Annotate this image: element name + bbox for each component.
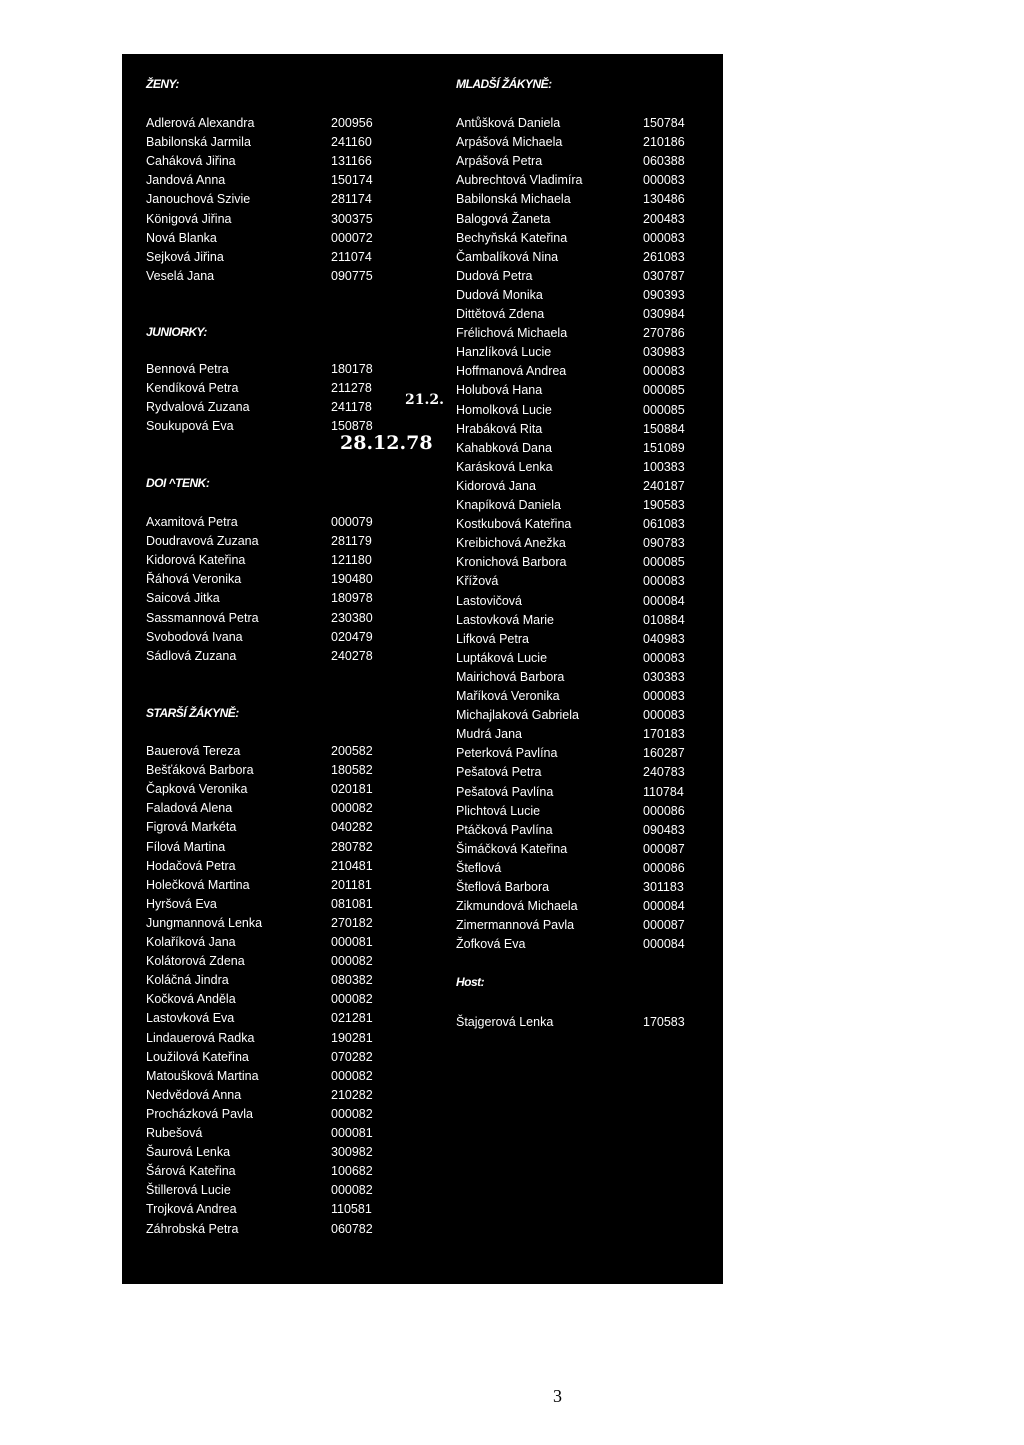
member-code: 240783 <box>643 765 685 780</box>
member-name: Fílová Martina <box>146 839 226 854</box>
table-row <box>146 400 414 419</box>
table-row <box>456 937 712 956</box>
member-code: 300982 <box>331 1145 373 1160</box>
member-name: Koláčná Jindra <box>146 973 229 988</box>
table-row <box>456 823 712 842</box>
member-name: Hodačová Petra <box>146 858 236 873</box>
member-name: Šteflová Barbora <box>456 880 550 894</box>
member-name: Ptáčková Pavlína <box>456 822 553 837</box>
member-code: 211074 <box>331 249 372 264</box>
member-code: 210282 <box>331 1087 373 1102</box>
member-code: 021281 <box>331 1011 373 1026</box>
heading-zeny: ŽENY: <box>146 77 179 91</box>
member-code: 081081 <box>331 896 373 911</box>
member-code: 000083 <box>643 230 685 245</box>
table-row <box>456 422 712 441</box>
table-row <box>146 116 414 135</box>
roster-sheet <box>122 54 723 1284</box>
table-row <box>456 383 712 402</box>
table-row <box>146 1145 414 1164</box>
table-row <box>456 517 712 536</box>
member-name: Balogová Žaneta <box>456 211 551 226</box>
member-name: Arpášová Petra <box>456 154 543 169</box>
table-row <box>456 135 712 154</box>
member-code: 030787 <box>643 268 685 283</box>
member-name: Zimermannová Pavla <box>456 918 575 933</box>
member-code: 000083 <box>643 708 685 723</box>
member-code: 060782 <box>331 1221 373 1236</box>
member-name: Homolková Lucie <box>456 402 552 417</box>
table-row <box>146 1222 414 1241</box>
member-code: 180978 <box>331 591 373 606</box>
member-name: Holečková Martina <box>146 877 250 892</box>
member-code: 301183 <box>643 880 684 894</box>
member-name: Hyršová Eva <box>146 896 217 911</box>
table-row <box>146 1164 414 1183</box>
member-code: 000084 <box>643 593 685 608</box>
table-row <box>456 326 712 345</box>
member-name: Pešatová Pavlína <box>456 784 554 799</box>
member-code: 241160 <box>331 135 372 150</box>
member-code: 180582 <box>331 763 373 778</box>
member-code: 000087 <box>643 841 685 856</box>
table-row <box>456 708 712 727</box>
member-name: Kidorová Jana <box>456 478 536 493</box>
member-name: Lifková Petra <box>456 631 529 646</box>
member-name: Aubrechtová Vladimíra <box>456 173 583 188</box>
member-code: 000085 <box>643 383 685 398</box>
member-code: 040282 <box>331 820 373 835</box>
member-code: 230380 <box>331 610 373 625</box>
table-row <box>146 173 414 192</box>
member-name: Kolátorová Zdena <box>146 954 245 969</box>
member-code: 121180 <box>331 553 372 568</box>
member-code: 000083 <box>643 650 685 665</box>
member-code: 240187 <box>643 478 685 493</box>
member-code: 110784 <box>643 784 684 799</box>
member-code: 090783 <box>643 536 685 551</box>
table-row <box>456 746 712 765</box>
table-row <box>456 1015 712 1034</box>
member-code: 000086 <box>643 860 685 875</box>
member-name: Čambalíková Nina <box>456 249 559 264</box>
member-name: Axamitová Petra <box>146 515 238 529</box>
member-name: Saicová Jitka <box>146 591 220 606</box>
table-row <box>146 820 414 839</box>
table-row <box>146 1202 414 1221</box>
table-row <box>146 362 414 381</box>
table-row <box>456 880 712 899</box>
table-row <box>456 594 712 613</box>
member-code: 000082 <box>331 1183 373 1198</box>
member-code: 210186 <box>643 135 685 150</box>
member-name: Nová Blanka <box>146 230 217 245</box>
member-name: Šárová Kateřina <box>146 1164 236 1179</box>
page-number: 3 <box>553 1386 562 1406</box>
member-code: 000072 <box>331 230 373 245</box>
table-row <box>456 785 712 804</box>
table-row <box>146 878 414 897</box>
member-name: Kolaříková Jana <box>146 935 236 949</box>
handwritten-note-1: 21.2. <box>405 392 444 408</box>
table-row <box>146 231 414 250</box>
table-row <box>456 555 712 574</box>
member-name: Lastovičová <box>456 593 523 608</box>
table-row <box>456 861 712 880</box>
table-row <box>146 992 414 1011</box>
table-row <box>146 763 414 782</box>
member-code: 000084 <box>643 899 685 914</box>
table-row <box>456 192 712 211</box>
table-row <box>456 116 712 135</box>
member-code: 200483 <box>643 211 685 226</box>
member-name: Lastovková Marie <box>456 612 554 627</box>
member-code: 020479 <box>331 629 373 644</box>
table-row <box>456 403 712 422</box>
member-code: 210481 <box>331 858 373 873</box>
member-name: Rydvalová Zuzana <box>146 400 250 415</box>
member-name: Čapková Veronika <box>146 782 248 797</box>
member-name: Sejková Jiřina <box>146 249 224 264</box>
heading-juniorky: JUNIORKY: <box>146 325 207 339</box>
member-code: 000083 <box>643 689 685 703</box>
member-code: 151089 <box>643 440 685 455</box>
table-row <box>146 973 414 992</box>
member-name: Štajgerová Lenka <box>456 1015 554 1029</box>
member-code: 000087 <box>643 918 685 933</box>
table-row <box>146 269 414 288</box>
table-row <box>146 744 414 763</box>
member-name: Plichtová Lucie <box>456 803 541 818</box>
table-row <box>146 154 414 173</box>
table-row <box>456 918 712 937</box>
table-row <box>456 269 712 288</box>
table-row <box>146 1069 414 1088</box>
member-code: 160287 <box>643 746 685 761</box>
member-name: Kidorová Kateřina <box>146 553 246 568</box>
table-row <box>146 935 414 954</box>
member-name: Babilonská Jarmila <box>146 135 251 150</box>
member-code: 190583 <box>643 498 685 512</box>
table-row <box>146 250 414 269</box>
table-row <box>146 859 414 878</box>
member-name: Kahabková Dana <box>456 440 552 455</box>
member-code: 010884 <box>643 612 685 627</box>
member-name: Nedvědová Anna <box>146 1087 242 1102</box>
member-name: Rubešová <box>146 1126 203 1140</box>
table-row <box>146 840 414 859</box>
member-code: 061083 <box>643 517 685 532</box>
member-name: Svobodová Ivana <box>146 629 243 644</box>
member-code: 040983 <box>643 631 685 646</box>
member-name: Babilonská Michaela <box>456 192 571 207</box>
member-name: Janouchová Szivie <box>146 192 251 207</box>
member-code: 200582 <box>331 744 373 758</box>
member-code: 000082 <box>331 992 373 1007</box>
member-name: Figrová Markéta <box>146 820 237 835</box>
table-row <box>146 591 414 610</box>
member-name: Řáhová Veronika <box>146 572 242 587</box>
member-name: Maříková Veronika <box>456 689 560 703</box>
table-row <box>456 212 712 231</box>
member-name: Sádlová Zuzana <box>146 648 237 663</box>
heading-dorostenky: DOI ^TENK: <box>146 476 210 490</box>
member-code: 131166 <box>331 154 372 169</box>
member-code: 000083 <box>643 364 685 379</box>
member-code: 020181 <box>331 782 373 797</box>
member-name: Trojková Andrea <box>146 1202 237 1217</box>
member-code: 241178 <box>331 400 372 415</box>
handwritten-note-2: 28.12.78 <box>340 432 433 454</box>
member-code: 150174 <box>331 173 373 188</box>
member-code: 170183 <box>643 727 685 742</box>
member-name: Pešatová Petra <box>456 765 542 780</box>
table-row <box>456 670 712 689</box>
member-code: 150884 <box>643 421 685 436</box>
table-row <box>456 899 712 918</box>
member-name: Křížová <box>456 574 499 589</box>
member-name: Mairichová Barbora <box>456 669 565 684</box>
table-row <box>146 1126 414 1145</box>
table-row <box>146 381 414 400</box>
member-name: Faladová Alena <box>146 801 233 816</box>
table-row <box>456 441 712 460</box>
member-name: Dittětová Zdena <box>456 307 545 321</box>
member-code: 000082 <box>331 954 373 969</box>
member-code: 281179 <box>331 534 372 549</box>
member-code: 000084 <box>643 937 685 952</box>
table-row <box>456 460 712 479</box>
table-row <box>456 804 712 823</box>
table-row <box>146 1088 414 1107</box>
member-name: Peterková Pavlína <box>456 746 558 761</box>
table-row <box>456 727 712 746</box>
member-name: Sassmannová Petra <box>146 610 259 625</box>
member-name: Záhrobská Petra <box>146 1221 239 1236</box>
table-row <box>146 135 414 154</box>
member-code: 200956 <box>331 116 373 130</box>
member-name: Holubová Hana <box>456 383 543 398</box>
member-name: Hoffmanová Andrea <box>456 364 567 379</box>
table-row <box>146 801 414 820</box>
member-name: Jandová Anna <box>146 173 226 188</box>
member-name: Veselá Jana <box>146 268 215 283</box>
member-code: 180178 <box>331 362 373 376</box>
heading-starsi-zakyne: STARŠÍ ŽÁKYNĚ: <box>146 706 239 720</box>
member-name: Michajlaková Gabriela <box>456 708 579 723</box>
member-code: 150878 <box>331 419 373 434</box>
table-row <box>146 611 414 630</box>
table-row <box>146 553 414 572</box>
member-name: Matoušková Martina <box>146 1068 259 1083</box>
table-row <box>456 574 712 593</box>
member-code: 261083 <box>643 249 685 264</box>
table-row <box>146 212 414 231</box>
table-row <box>456 231 712 250</box>
member-name: Šteflová <box>456 860 502 875</box>
member-code: 000083 <box>643 173 685 188</box>
table-row <box>456 632 712 651</box>
table-row <box>146 782 414 801</box>
table-row <box>146 630 414 649</box>
table-row <box>146 954 414 973</box>
member-code: 000081 <box>331 1126 373 1140</box>
member-name: Adlerová Alexandra <box>146 116 255 130</box>
member-code: 280782 <box>331 839 373 854</box>
member-name: Dudová Petra <box>456 268 533 283</box>
table-row <box>456 364 712 383</box>
table-row <box>456 613 712 632</box>
table-row <box>146 1050 414 1069</box>
member-name: Šaurová Lenka <box>146 1145 231 1160</box>
member-name: Kreibichová Anežka <box>456 536 566 551</box>
member-code: 030383 <box>643 669 685 684</box>
table-row <box>146 1011 414 1030</box>
member-name: Hrabáková Rita <box>456 421 543 436</box>
member-name: Bauerová Tereza <box>146 744 241 758</box>
member-name: Arpášová Michaela <box>456 135 563 150</box>
table-row <box>146 1183 414 1202</box>
member-code: 300375 <box>331 211 373 226</box>
member-name: Kendíková Petra <box>146 381 239 396</box>
member-code: 100383 <box>643 459 685 474</box>
member-code: 270786 <box>643 326 685 341</box>
member-name: Bešťáková Barbora <box>146 763 254 778</box>
member-code: 240278 <box>331 648 373 663</box>
member-code: 000085 <box>643 402 685 417</box>
table-row <box>456 765 712 784</box>
member-code: 100682 <box>331 1164 373 1179</box>
member-name: Šimáčková Kateřina <box>456 841 568 856</box>
member-code: 170583 <box>643 1015 685 1029</box>
member-code: 190480 <box>331 572 373 587</box>
heading-mladsi-zakyne: MLADŠÍ ŽÁKYNĚ: <box>456 77 552 91</box>
member-name: Lindauerová Radka <box>146 1030 255 1045</box>
member-code: 070282 <box>331 1049 373 1064</box>
table-row <box>456 479 712 498</box>
member-code: 130486 <box>643 192 685 207</box>
member-name: Soukupová Eva <box>146 419 234 434</box>
member-code: 000083 <box>643 574 685 589</box>
table-row <box>146 572 414 591</box>
member-code: 270182 <box>331 915 373 930</box>
member-name: Königová Jiřina <box>146 211 232 226</box>
member-code: 030983 <box>643 345 685 360</box>
member-code: 000086 <box>643 803 685 818</box>
member-name: Hanzlíková Lucie <box>456 345 552 360</box>
member-code: 110581 <box>331 1202 372 1217</box>
member-name: Lastovková Eva <box>146 1011 235 1026</box>
member-name: Kočková Anděla <box>146 992 236 1007</box>
member-code: 000082 <box>331 1068 373 1083</box>
member-code: 190281 <box>331 1030 373 1045</box>
table-row <box>456 345 712 364</box>
member-code: 201181 <box>331 877 372 892</box>
member-code: 000082 <box>331 1106 373 1121</box>
member-name: Kronichová Barbora <box>456 555 567 570</box>
member-name: Knapíková Daniela <box>456 498 561 512</box>
table-row <box>456 842 712 861</box>
table-row <box>456 536 712 555</box>
member-name: Mudrá Jana <box>456 727 523 742</box>
member-code: 090775 <box>331 268 373 283</box>
table-row <box>146 897 414 916</box>
member-name: Jungmannová Lenka <box>146 915 263 930</box>
table-row <box>456 173 712 192</box>
member-name: Žofková Eva <box>456 937 526 952</box>
table-row <box>456 689 712 708</box>
member-name: Kostkubová Kateřina <box>456 517 572 532</box>
table-row <box>456 651 712 670</box>
member-name: Procházková Pavla <box>146 1106 254 1121</box>
table-row <box>456 154 712 173</box>
member-name: Luptáková Lucie <box>456 650 548 665</box>
member-code: 080382 <box>331 973 373 988</box>
member-name: Frélichová Michaela <box>456 326 568 341</box>
member-code: 060388 <box>643 154 685 169</box>
member-code: 090483 <box>643 822 685 837</box>
table-row <box>146 515 414 534</box>
member-name: Bechyňská Kateřina <box>456 230 568 245</box>
table-row <box>146 534 414 553</box>
member-code: 000081 <box>331 935 373 949</box>
table-row <box>456 498 712 517</box>
table-row <box>456 307 712 326</box>
member-name: Antůšková Daniela <box>456 116 561 130</box>
table-row <box>146 1031 414 1050</box>
table-row <box>456 250 712 269</box>
member-code: 000079 <box>331 515 373 529</box>
member-code: 211278 <box>331 381 372 396</box>
member-code: 000082 <box>331 801 373 816</box>
member-code: 150784 <box>643 116 685 130</box>
member-name: Bennová Petra <box>146 362 229 376</box>
member-code: 030984 <box>643 307 685 321</box>
table-row <box>146 649 414 668</box>
member-code: 000085 <box>643 555 685 570</box>
member-name: Doudravová Zuzana <box>146 534 259 549</box>
member-name: Karásková Lenka <box>456 459 553 474</box>
table-row <box>456 288 712 307</box>
table-row <box>146 916 414 935</box>
heading-host: Host: <box>456 975 485 989</box>
member-code: 090393 <box>643 287 685 302</box>
member-name: Štillerová Lucie <box>146 1183 231 1198</box>
member-name: Zikmundová Michaela <box>456 899 578 914</box>
member-name: Dudová Monika <box>456 287 543 302</box>
member-name: Caháková Jiřina <box>146 154 236 169</box>
table-row <box>146 1107 414 1126</box>
member-name: Loužilová Kateřina <box>146 1049 249 1064</box>
table-row <box>146 192 414 211</box>
member-code: 281174 <box>331 192 372 207</box>
